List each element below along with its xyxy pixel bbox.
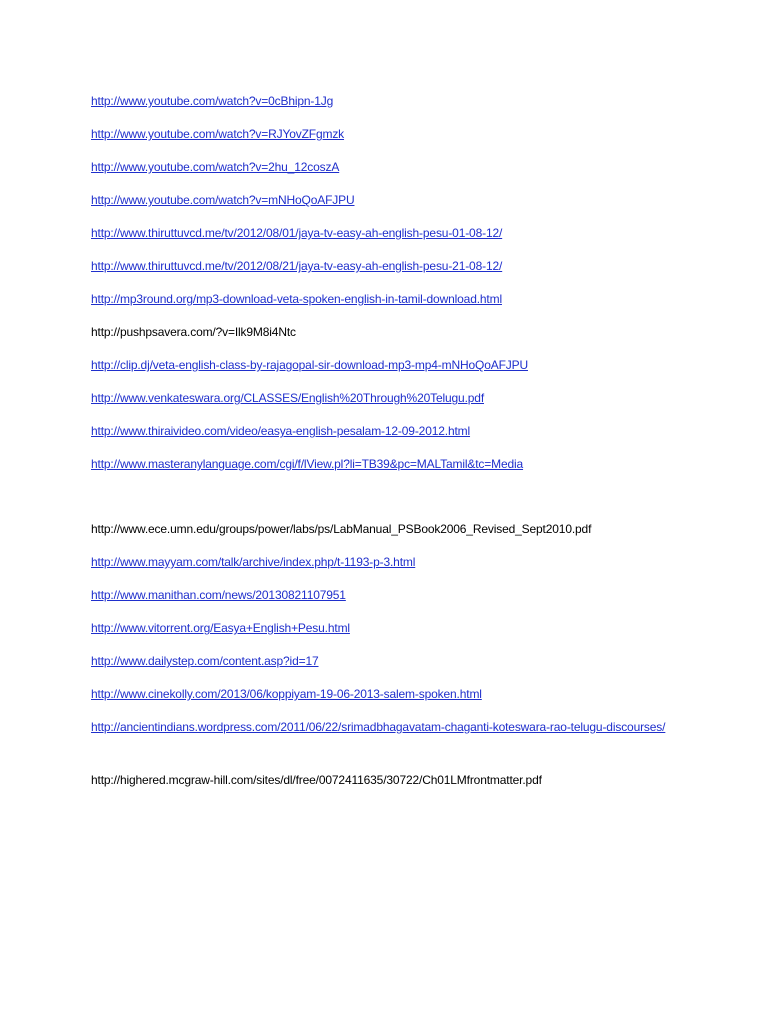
link-line	[91, 618, 731, 638]
link-line	[91, 91, 731, 111]
hyperlink[interactable]: http://ancientindians.wordpress.com/2011/06/22/srimadbhagavatam-chaganti-koteswara-rao-telugu-discourses/	[91, 720, 666, 734]
hyperlink[interactable]: http://www.masteranylanguage.com/cgi/f/lView.pl?li=TB39&pc=MALTamil&tc=Media	[91, 457, 524, 471]
hyperlink[interactable]: http://clip.dj/veta-english-class-by-rajagopal-sir-download-mp3-mp4-mNHoQoAFJPU	[91, 358, 528, 372]
link-line	[91, 552, 731, 572]
hyperlink[interactable]: http://www.youtube.com/watch?v=mNHoQoAFJPU	[91, 193, 355, 207]
link-line	[91, 454, 731, 474]
link-line	[91, 223, 731, 243]
hyperlink[interactable]: http://www.dailystep.com/content.asp?id=17	[91, 654, 319, 668]
link-line	[91, 256, 731, 276]
url-text-line	[91, 322, 731, 342]
url-text-line	[91, 519, 731, 539]
plain-url-text: http://www.ece.umn.edu/groups/power/labs/ps/LabManual_PSBook2006_Revised_Sept2010.pdf	[91, 522, 592, 536]
hyperlink[interactable]: http://www.thiruttuvcd.me/tv/2012/08/21/jaya-tv-easy-ah-english-pesu-21-08-12/	[91, 259, 503, 273]
hyperlink[interactable]: http://www.cinekolly.com/2013/06/koppiyam-19-06-2013-salem-spoken.html	[91, 687, 482, 701]
link-line	[91, 124, 731, 144]
link-line	[91, 289, 731, 309]
plain-url-text: http://highered.mcgraw-hill.com/sites/dl/free/0072411635/30722/Ch01LMfrontmatter.pdf	[91, 773, 542, 787]
hyperlink[interactable]: http://www.manithan.com/news/20130821107951	[91, 588, 346, 602]
plain-url-text: http://pushpsavera.com/?v=Ilk9M8i4Ntc	[91, 325, 296, 339]
hyperlink[interactable]: http://www.youtube.com/watch?v=0cBhipn-1Jg	[91, 94, 334, 108]
hyperlink[interactable]: http://mp3round.org/mp3-download-veta-spoken-english-in-tamil-download.html	[91, 292, 502, 306]
link-line	[91, 651, 731, 671]
hyperlink[interactable]: http://www.youtube.com/watch?v=2hu_12coszA	[91, 160, 340, 174]
link-line	[91, 684, 731, 704]
link-line	[91, 388, 731, 408]
link-line-wrapped	[91, 717, 691, 737]
hyperlink[interactable]: http://www.venkateswara.org/CLASSES/English%20Through%20Telugu.pdf	[91, 391, 484, 405]
hyperlink[interactable]: http://www.thiruttuvcd.me/tv/2012/08/01/jaya-tv-easy-ah-english-pesu-01-08-12/	[91, 226, 503, 240]
url-text-line	[91, 770, 731, 790]
hyperlink[interactable]: http://www.mayyam.com/talk/archive/index.php/t-1193-p-3.html	[91, 555, 416, 569]
link-line	[91, 190, 731, 210]
link-line	[91, 157, 731, 177]
link-line	[91, 355, 731, 375]
hyperlink[interactable]: http://www.vitorrent.org/Easya+English+Pesu.html	[91, 621, 350, 635]
link-line	[91, 585, 731, 605]
hyperlink[interactable]: http://www.thiraivideo.com/video/easya-english-pesalam-12-09-2012.html	[91, 424, 471, 438]
hyperlink[interactable]: http://www.youtube.com/watch?v=RJYovZFgmzk	[91, 127, 345, 141]
link-line	[91, 421, 731, 441]
